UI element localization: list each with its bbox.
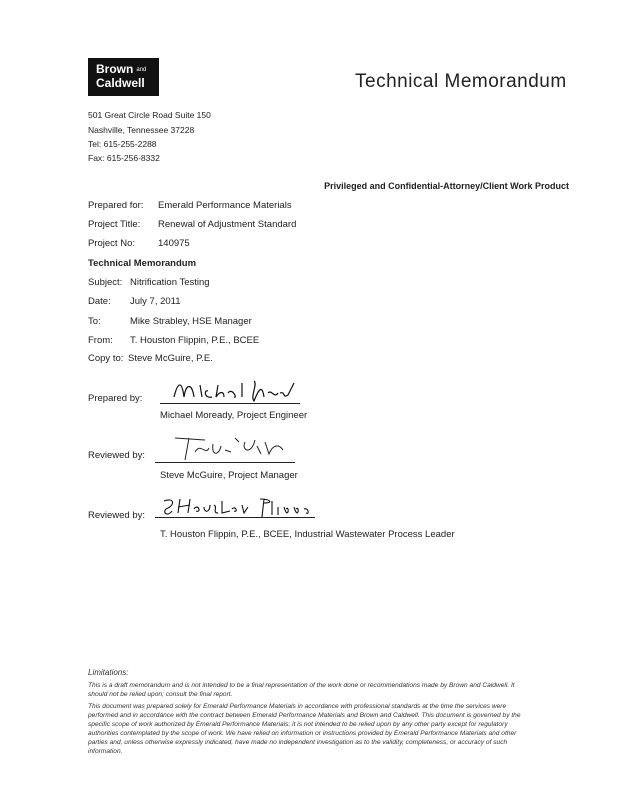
- project-title-row: [88, 219, 296, 230]
- limitations-line: specific scope of work authorized by Emerald Performance Materials; it is not intended to be relied upon by any other party except for regulatory: [88, 721, 508, 728]
- limitations-line: This document was prepared solely for Emerald Performance Materials in accordance with professional standards at the time the services were: [88, 703, 507, 710]
- from-value: T. Houston Flippin, P.E., BCEE: [130, 335, 260, 346]
- limitations-line: information.: [88, 748, 123, 755]
- limitations-line: performed and in accordance with the contract between Emerald Performance Materials and Brown and Caldwell. This document is governed by the: [88, 712, 521, 719]
- from-label: From:: [88, 335, 113, 346]
- signature-line: [155, 462, 295, 463]
- brown-and-caldwell-logo: [88, 58, 159, 96]
- to-label: To:: [88, 316, 101, 327]
- prepared-for-value: Emerald Performance Materials: [158, 200, 292, 211]
- address-line: Fax: 615-256-8332: [88, 153, 160, 163]
- address-line: Tel: 615-255-2288: [88, 139, 157, 149]
- reviewed-by-label: Reviewed by:: [88, 450, 146, 461]
- limitations-line: authorities contemplated by the scope of work. We have relied on information or instructions provided by Emerald Performance Materials and other: [88, 730, 517, 737]
- reviewed-by-label: Reviewed by:: [88, 510, 146, 521]
- address-line: 501 Great Circle Road Suite 150: [88, 110, 211, 120]
- prepared-for-row: [88, 200, 292, 211]
- project-no-row: [88, 238, 190, 249]
- limitations-line: should not be relied upon; consult the final report.: [88, 691, 233, 698]
- project-title-value: Renewal of Adjustment Standard: [158, 219, 297, 230]
- project-no-label: Project No:: [88, 238, 135, 249]
- address-line: Nashville, Tennessee 37228: [88, 125, 195, 135]
- date-label: Date:: [88, 296, 111, 307]
- prepared-by-label: Prepared by:: [88, 393, 143, 404]
- copy-to-row: [88, 353, 213, 364]
- copy-to-label: Copy to:: [88, 353, 124, 364]
- prepared-for-label: Prepared for:: [88, 200, 144, 211]
- memo-heading: Technical Memorandum: [88, 258, 197, 269]
- signature-line: [155, 517, 315, 518]
- copy-to-value: Steve McGuire, P.E.: [128, 353, 213, 364]
- logo-line2: Caldwell: [96, 76, 145, 90]
- date-row: [88, 296, 181, 307]
- date-value: July 7, 2011: [130, 296, 181, 307]
- limitations-line: This is a draft memorandum and is not intended to be a final representation of the work done or recommendations made by Brown and Caldwell. It: [88, 682, 515, 689]
- signature-line: [160, 403, 300, 404]
- limitations-line: parties and, unless otherwise expressly indicated, have made no independent investigation as to the validity, completeness, or accuracy of such: [88, 739, 508, 746]
- project-no-value: 140975: [158, 238, 190, 249]
- logo-line1: Brown: [96, 62, 134, 76]
- from-row: [88, 335, 259, 346]
- limitations-heading: Limitations:: [88, 668, 129, 677]
- document-type-title: Technical Memorandum: [355, 71, 567, 92]
- subject-row: [88, 277, 210, 288]
- to-row: [88, 316, 252, 327]
- signature-image: [160, 495, 320, 525]
- subject-label: Subject:: [88, 277, 123, 288]
- subject-value: Nitrification Testing: [130, 277, 210, 288]
- reviewed-by-name: T. Houston Flippin, P.E., BCEE, Industrial Wastewater Process Leader: [160, 529, 455, 540]
- signature-image: [165, 434, 295, 464]
- reviewed-by-name: Steve McGuire, Project Manager: [160, 470, 298, 481]
- project-title-label: Project Title:: [88, 219, 141, 230]
- to-value: Mike Strabley, HSE Manager: [130, 316, 252, 327]
- privilege-notice: Privileged and Confidential-Attorney/Client Work Product: [324, 181, 569, 191]
- prepared-by-name: Michael Moready, Project Engineer: [160, 410, 308, 421]
- logo-and: and: [136, 67, 147, 73]
